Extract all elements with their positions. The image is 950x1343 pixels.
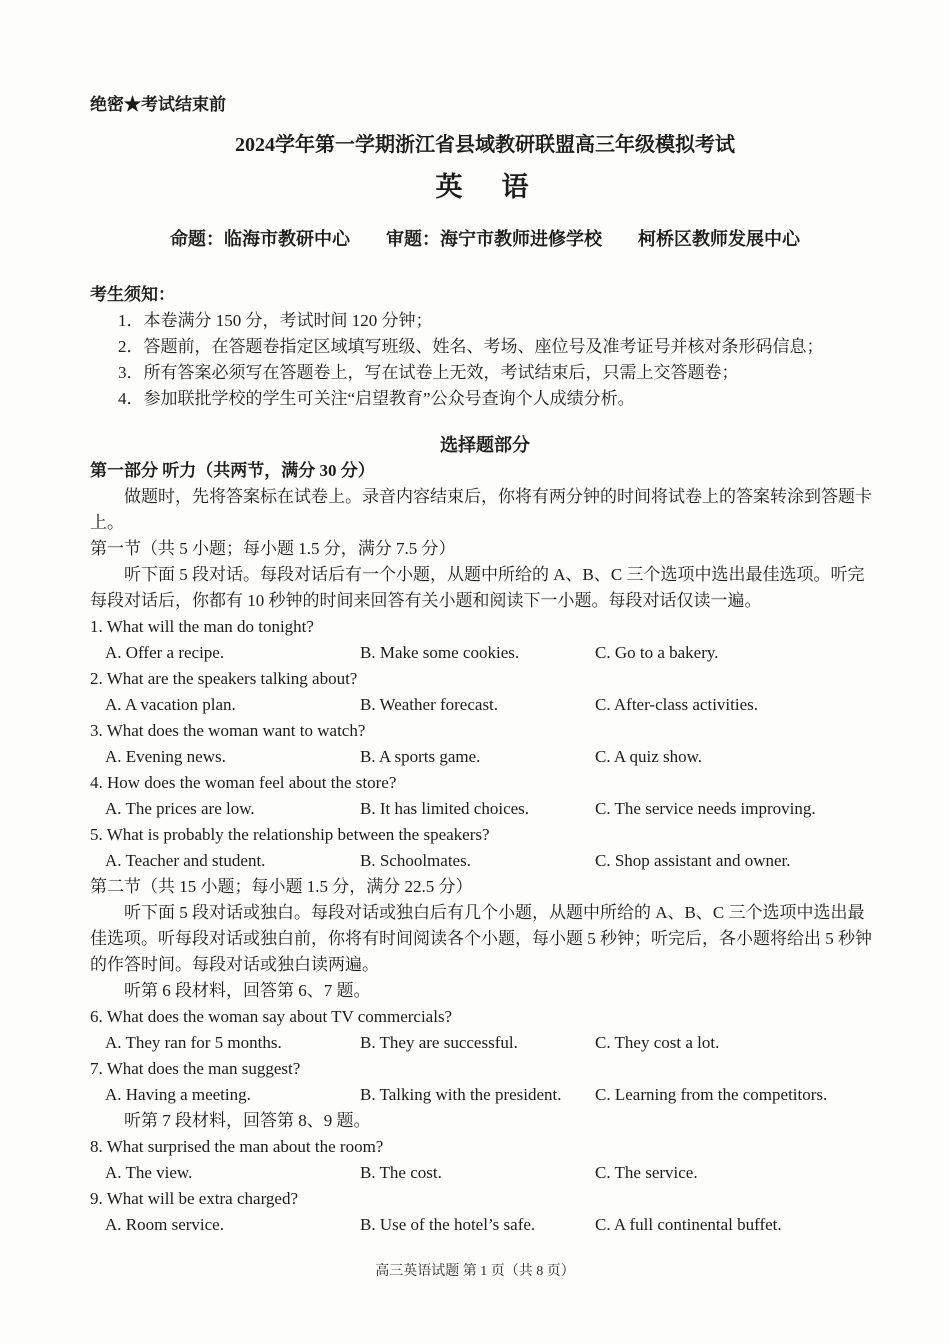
choice-part-title: 选择题部分: [440, 435, 530, 455]
option-b: B. Talking with the president.: [360, 1085, 562, 1104]
option-b: B. Weather forecast.: [360, 695, 499, 714]
option-c: C. Learning from the competitors.: [595, 1085, 828, 1104]
question-1: [90, 614, 880, 666]
option-a: A. Having a meeting.: [105, 1085, 251, 1104]
question-text: 2. What are the speakers talking about?: [90, 669, 358, 688]
subject-title: 英 语: [435, 172, 535, 202]
question-text: 6. What does the woman say about TV commercials?: [90, 1007, 453, 1026]
section1-intro: 听下面 5 段对话。每段对话后有一个小题，从题中所给的 A、B、C 三个选项中选出最佳选项。听完每段对话后，你都有 10 秒钟的时间来回答有关小题和阅读下一小题。每段对话仅读一遍。: [90, 565, 865, 610]
question-6: [90, 1004, 880, 1056]
question-text: 5. What is probably the relationship between the speakers?: [90, 825, 490, 844]
option-b: B. A sports game.: [360, 747, 481, 766]
question-7: [90, 1056, 880, 1108]
question-options: [90, 640, 880, 666]
question-text: 9. What will be extra charged?: [90, 1189, 299, 1208]
notice-item: 4．参加联批学校的学生可关注“启望教育”公众号查询个人成绩分析。: [118, 389, 635, 408]
option-a: A. The view.: [105, 1163, 193, 1182]
question-options: [90, 796, 880, 822]
option-c: C. The service.: [595, 1163, 698, 1182]
option-b: B. The cost.: [360, 1163, 442, 1182]
option-a: A. Room service.: [105, 1215, 224, 1234]
option-c: C. A quiz show.: [595, 747, 703, 766]
question-options: [90, 1212, 880, 1238]
option-a: A. Evening news.: [105, 747, 226, 766]
section2-heading: 第二节（共 15 小题；每小题 1.5 分，满分 22.5 分）: [90, 877, 473, 896]
notice-item: 2．答题前，在答题卷指定区域填写班级、姓名、考场、座位号及准考证号并核对条形码信息；: [118, 337, 824, 356]
option-a: A. Offer a recipe.: [105, 643, 225, 662]
part1-heading: 第一部分 听力（共两节，满分 30 分）: [90, 461, 375, 480]
option-a: A. Teacher and student.: [105, 851, 266, 870]
option-a: A. A vacation plan.: [105, 695, 236, 714]
option-b: B. It has limited choices.: [360, 799, 530, 818]
option-c: C. Shop assistant and owner.: [595, 851, 791, 870]
option-c: C. After-class activities.: [595, 695, 759, 714]
candidate-notice: [90, 282, 880, 412]
question-9: [90, 1186, 880, 1238]
option-b: B. They are successful.: [360, 1033, 518, 1052]
exam-title: 2024学年第一学期浙江省县域教研联盟高三年级模拟考试: [235, 134, 735, 156]
option-b: B. Use of the hotel’s safe.: [360, 1215, 536, 1234]
option-a: A. The prices are low.: [105, 799, 255, 818]
question-options: [90, 1160, 880, 1186]
question-options: [90, 848, 880, 874]
security-label: 绝密★考试结束前: [90, 95, 226, 114]
option-b: B. Make some cookies.: [360, 643, 520, 662]
material-6-line: 听第 6 段材料，回答第 6、7 题。: [124, 981, 371, 1000]
option-c: C. They cost a lot.: [595, 1033, 720, 1052]
question-text: 4. How does the woman feel about the store?: [90, 773, 397, 792]
question-8: [90, 1134, 880, 1186]
question-options: [90, 1082, 880, 1108]
option-c: C. A full continental buffet.: [595, 1215, 782, 1234]
option-a: A. They ran for 5 months.: [105, 1033, 282, 1052]
question-text: 8. What surprised the man about the room?: [90, 1137, 384, 1156]
section1-heading: 第一节（共 5 小题；每小题 1.5 分，满分 7.5 分）: [90, 539, 456, 558]
question-4: [90, 770, 880, 822]
notice-item: 3．所有答案必须写在答题卷上，写在试卷上无效，考试结束后，只需上交答题卷；: [118, 363, 739, 382]
section2-intro: 听下面 5 段对话或独白。每段对话或独白后有几个小题，从题中所给的 A、B、C 三个选项中选出最佳选项。听每段对话或独白前，你将有时间阅读各个小题，每小题 5 秒钟；听完后，各小题将给出 5 秒钟的作答时间。每段对话或独白读两遍。: [90, 903, 872, 974]
question-text: 1. What will the man do tonight?: [90, 617, 314, 636]
question-options: [90, 744, 880, 770]
option-c: C. Go to a bakery.: [595, 643, 719, 662]
part1-intro: 做题时，先将答案标在试卷上。录音内容结束后，你将有两分钟的时间将试卷上的答案转涂到答题卡上。: [90, 487, 872, 532]
question-options: [90, 692, 880, 718]
notice-heading: 考生须知：: [90, 285, 175, 304]
material-7-line: 听第 7 段材料，回答第 8、9 题。: [124, 1111, 371, 1130]
question-text: 7. What does the man suggest?: [90, 1059, 301, 1078]
option-c: C. The service needs improving.: [595, 799, 816, 818]
option-b: B. Schoolmates.: [360, 851, 471, 870]
question-3: [90, 718, 880, 770]
page-footer: 高三英语试题 第 1 页（共 8 页）: [375, 1264, 575, 1279]
question-5: [90, 822, 880, 874]
question-options: [90, 1030, 880, 1056]
notice-item: 1．本卷满分 150 分，考试时间 120 分钟；: [118, 311, 433, 330]
question-text: 3. What does the woman want to watch?: [90, 721, 366, 740]
committee-line: 命题：临海市教研中心 审题：海宁市教师进修学校 柯桥区教师发展中心: [170, 229, 800, 249]
question-2: [90, 666, 880, 718]
